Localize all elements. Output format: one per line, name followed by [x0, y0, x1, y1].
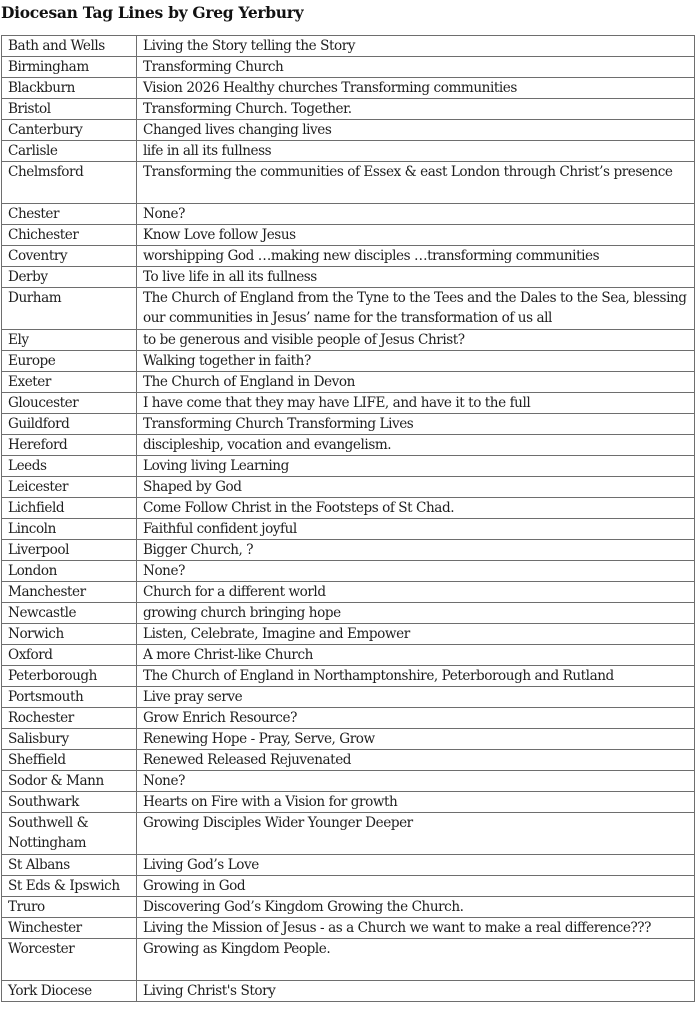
- diocese-cell: Birmingham: [2, 57, 137, 78]
- table-row: [2, 540, 695, 561]
- diocese-cell: Guildford: [2, 414, 137, 435]
- diocese-cell: Lincoln: [2, 519, 137, 540]
- tagline-cell: Transforming Church: [137, 57, 695, 78]
- table-row: [2, 351, 695, 372]
- tagline-cell: Loving living Learning: [137, 456, 695, 477]
- table-row: [2, 729, 695, 750]
- diocese-cell: Bath and Wells: [2, 36, 137, 57]
- diocese-cell: Southwell & Nottingham: [2, 813, 137, 855]
- table-row: [2, 162, 695, 204]
- diocese-cell: Oxford: [2, 645, 137, 666]
- table-row: [2, 36, 695, 57]
- diocese-cell: St Albans: [2, 855, 137, 876]
- diocese-cell: York Diocese: [2, 981, 137, 1002]
- tagline-cell: Come Follow Christ in the Footsteps of St Chad.: [137, 498, 695, 519]
- tagline-cell: Discovering God’s Kingdom Growing the Church.: [137, 897, 695, 918]
- table-row: [2, 57, 695, 78]
- table-row: [2, 561, 695, 582]
- tagline-cell: Listen, Celebrate, Imagine and Empower: [137, 624, 695, 645]
- table-row: [2, 519, 695, 540]
- diocese-cell: Lichfield: [2, 498, 137, 519]
- tagline-cell: The Church of England in Northamptonshire, Peterborough and Rutland: [137, 666, 695, 687]
- table-row: [2, 813, 695, 855]
- table-row: [2, 750, 695, 771]
- table-row: [2, 624, 695, 645]
- diocese-cell: Sheffield: [2, 750, 137, 771]
- table-row: [2, 939, 695, 981]
- table-row: [2, 288, 695, 330]
- table-row: [2, 897, 695, 918]
- table-row: [2, 603, 695, 624]
- table-row: [2, 645, 695, 666]
- diocese-cell: Chichester: [2, 225, 137, 246]
- diocese-cell: Sodor & Mann: [2, 771, 137, 792]
- tagline-cell: Shaped by God: [137, 477, 695, 498]
- diocese-cell: Norwich: [2, 624, 137, 645]
- table-row: [2, 582, 695, 603]
- table-row: [2, 78, 695, 99]
- tagline-cell: The Church of England in Devon: [137, 372, 695, 393]
- tagline-cell: Growing as Kingdom People.: [137, 939, 695, 981]
- diocese-cell: London: [2, 561, 137, 582]
- table-row: [2, 498, 695, 519]
- diocese-cell: Carlisle: [2, 141, 137, 162]
- tagline-cell: to be generous and visible people of Jesus Christ?: [137, 330, 695, 351]
- diocese-cell: Coventry: [2, 246, 137, 267]
- tagline-cell: Vision 2026 Healthy churches Transforming communities: [137, 78, 695, 99]
- diocese-cell: Gloucester: [2, 393, 137, 414]
- tagline-cell: Changed lives changing lives: [137, 120, 695, 141]
- document-title: Diocesan Tag Lines by Greg Yerbury: [1, 3, 304, 22]
- table-row: [2, 477, 695, 498]
- tagline-cell: Church for a different world: [137, 582, 695, 603]
- diocese-cell: Truro: [2, 897, 137, 918]
- diocese-cell: Canterbury: [2, 120, 137, 141]
- diocese-cell: Derby: [2, 267, 137, 288]
- diocese-cell: Blackburn: [2, 78, 137, 99]
- diocese-cell: Salisbury: [2, 729, 137, 750]
- table-row: [2, 225, 695, 246]
- tagline-cell: Living God’s Love: [137, 855, 695, 876]
- diocese-cell: Peterborough: [2, 666, 137, 687]
- tagline-cell: Transforming Church. Together.: [137, 99, 695, 120]
- table-row: [2, 99, 695, 120]
- tagline-cell: life in all its fullness: [137, 141, 695, 162]
- table-row: [2, 771, 695, 792]
- table-row: [2, 393, 695, 414]
- tagline-cell: None?: [137, 771, 695, 792]
- tagline-cell: To live life in all its fullness: [137, 267, 695, 288]
- diocese-cell: Bristol: [2, 99, 137, 120]
- diocese-cell: Rochester: [2, 708, 137, 729]
- tagline-cell: None?: [137, 561, 695, 582]
- tagline-cell: Grow Enrich Resource?: [137, 708, 695, 729]
- tagline-cell: I have come that they may have LIFE, and have it to the full: [137, 393, 695, 414]
- tagline-cell: Growing in God: [137, 876, 695, 897]
- diocese-cell: Ely: [2, 330, 137, 351]
- tagline-cell: Renewing Hope - Pray, Serve, Grow: [137, 729, 695, 750]
- tagline-cell: discipleship, vocation and evangelism.: [137, 435, 695, 456]
- table-row: [2, 855, 695, 876]
- tagline-cell: Living the Mission of Jesus - as a Church we want to make a real difference???: [137, 918, 695, 939]
- tagline-cell: Renewed Released Rejuvenated: [137, 750, 695, 771]
- tagline-cell: A more Christ-like Church: [137, 645, 695, 666]
- table-row: [2, 918, 695, 939]
- tagline-cell: Transforming Church Transforming Lives: [137, 414, 695, 435]
- diocese-cell: St Eds & Ipswich: [2, 876, 137, 897]
- diocese-cell: Exeter: [2, 372, 137, 393]
- diocese-cell: Newcastle: [2, 603, 137, 624]
- diocese-cell: Durham: [2, 288, 137, 330]
- tagline-cell: Faithful confident joyful: [137, 519, 695, 540]
- tagline-cell: Know Love follow Jesus: [137, 225, 695, 246]
- tagline-cell: Hearts on Fire with a Vision for growth: [137, 792, 695, 813]
- table-row: [2, 876, 695, 897]
- table-row: [2, 414, 695, 435]
- diocese-cell: Winchester: [2, 918, 137, 939]
- tagline-cell: Walking together in faith?: [137, 351, 695, 372]
- taglines-table: [1, 35, 695, 1002]
- tagline-cell: Live pray serve: [137, 687, 695, 708]
- table-row: [2, 120, 695, 141]
- tagline-cell: Bigger Church, ?: [137, 540, 695, 561]
- diocese-cell: Leeds: [2, 456, 137, 477]
- diocese-cell: Chelmsford: [2, 162, 137, 204]
- table-row: [2, 330, 695, 351]
- table-row: [2, 456, 695, 477]
- table-row: [2, 708, 695, 729]
- tagline-cell: The Church of England from the Tyne to the Tees and the Dales to the Sea, blessing our communities in Jesus’ name for the transformation of us all: [137, 288, 695, 330]
- table-row: [2, 141, 695, 162]
- table-row: [2, 687, 695, 708]
- table-row: [2, 792, 695, 813]
- tagline-cell: growing church bringing hope: [137, 603, 695, 624]
- tagline-cell: Transforming the communities of Essex & east London through Christ’s presence: [137, 162, 695, 204]
- table-row: [2, 267, 695, 288]
- table-row: [2, 246, 695, 267]
- diocese-cell: Manchester: [2, 582, 137, 603]
- tagline-cell: worshipping God …making new disciples …transforming communities: [137, 246, 695, 267]
- diocese-cell: Hereford: [2, 435, 137, 456]
- table-row: [2, 204, 695, 225]
- diocese-cell: Portsmouth: [2, 687, 137, 708]
- diocese-cell: Europe: [2, 351, 137, 372]
- table-row: [2, 981, 695, 1002]
- diocese-cell: Liverpool: [2, 540, 137, 561]
- table-row: [2, 435, 695, 456]
- tagline-cell: Growing Disciples Wider Younger Deeper: [137, 813, 695, 855]
- diocese-cell: Leicester: [2, 477, 137, 498]
- diocese-cell: Southwark: [2, 792, 137, 813]
- diocese-cell: Chester: [2, 204, 137, 225]
- table-row: [2, 666, 695, 687]
- tagline-cell: None?: [137, 204, 695, 225]
- diocese-cell: Worcester: [2, 939, 137, 981]
- table-row: [2, 372, 695, 393]
- tagline-cell: Living Christ's Story: [137, 981, 695, 1002]
- tagline-cell: Living the Story telling the Story: [137, 36, 695, 57]
